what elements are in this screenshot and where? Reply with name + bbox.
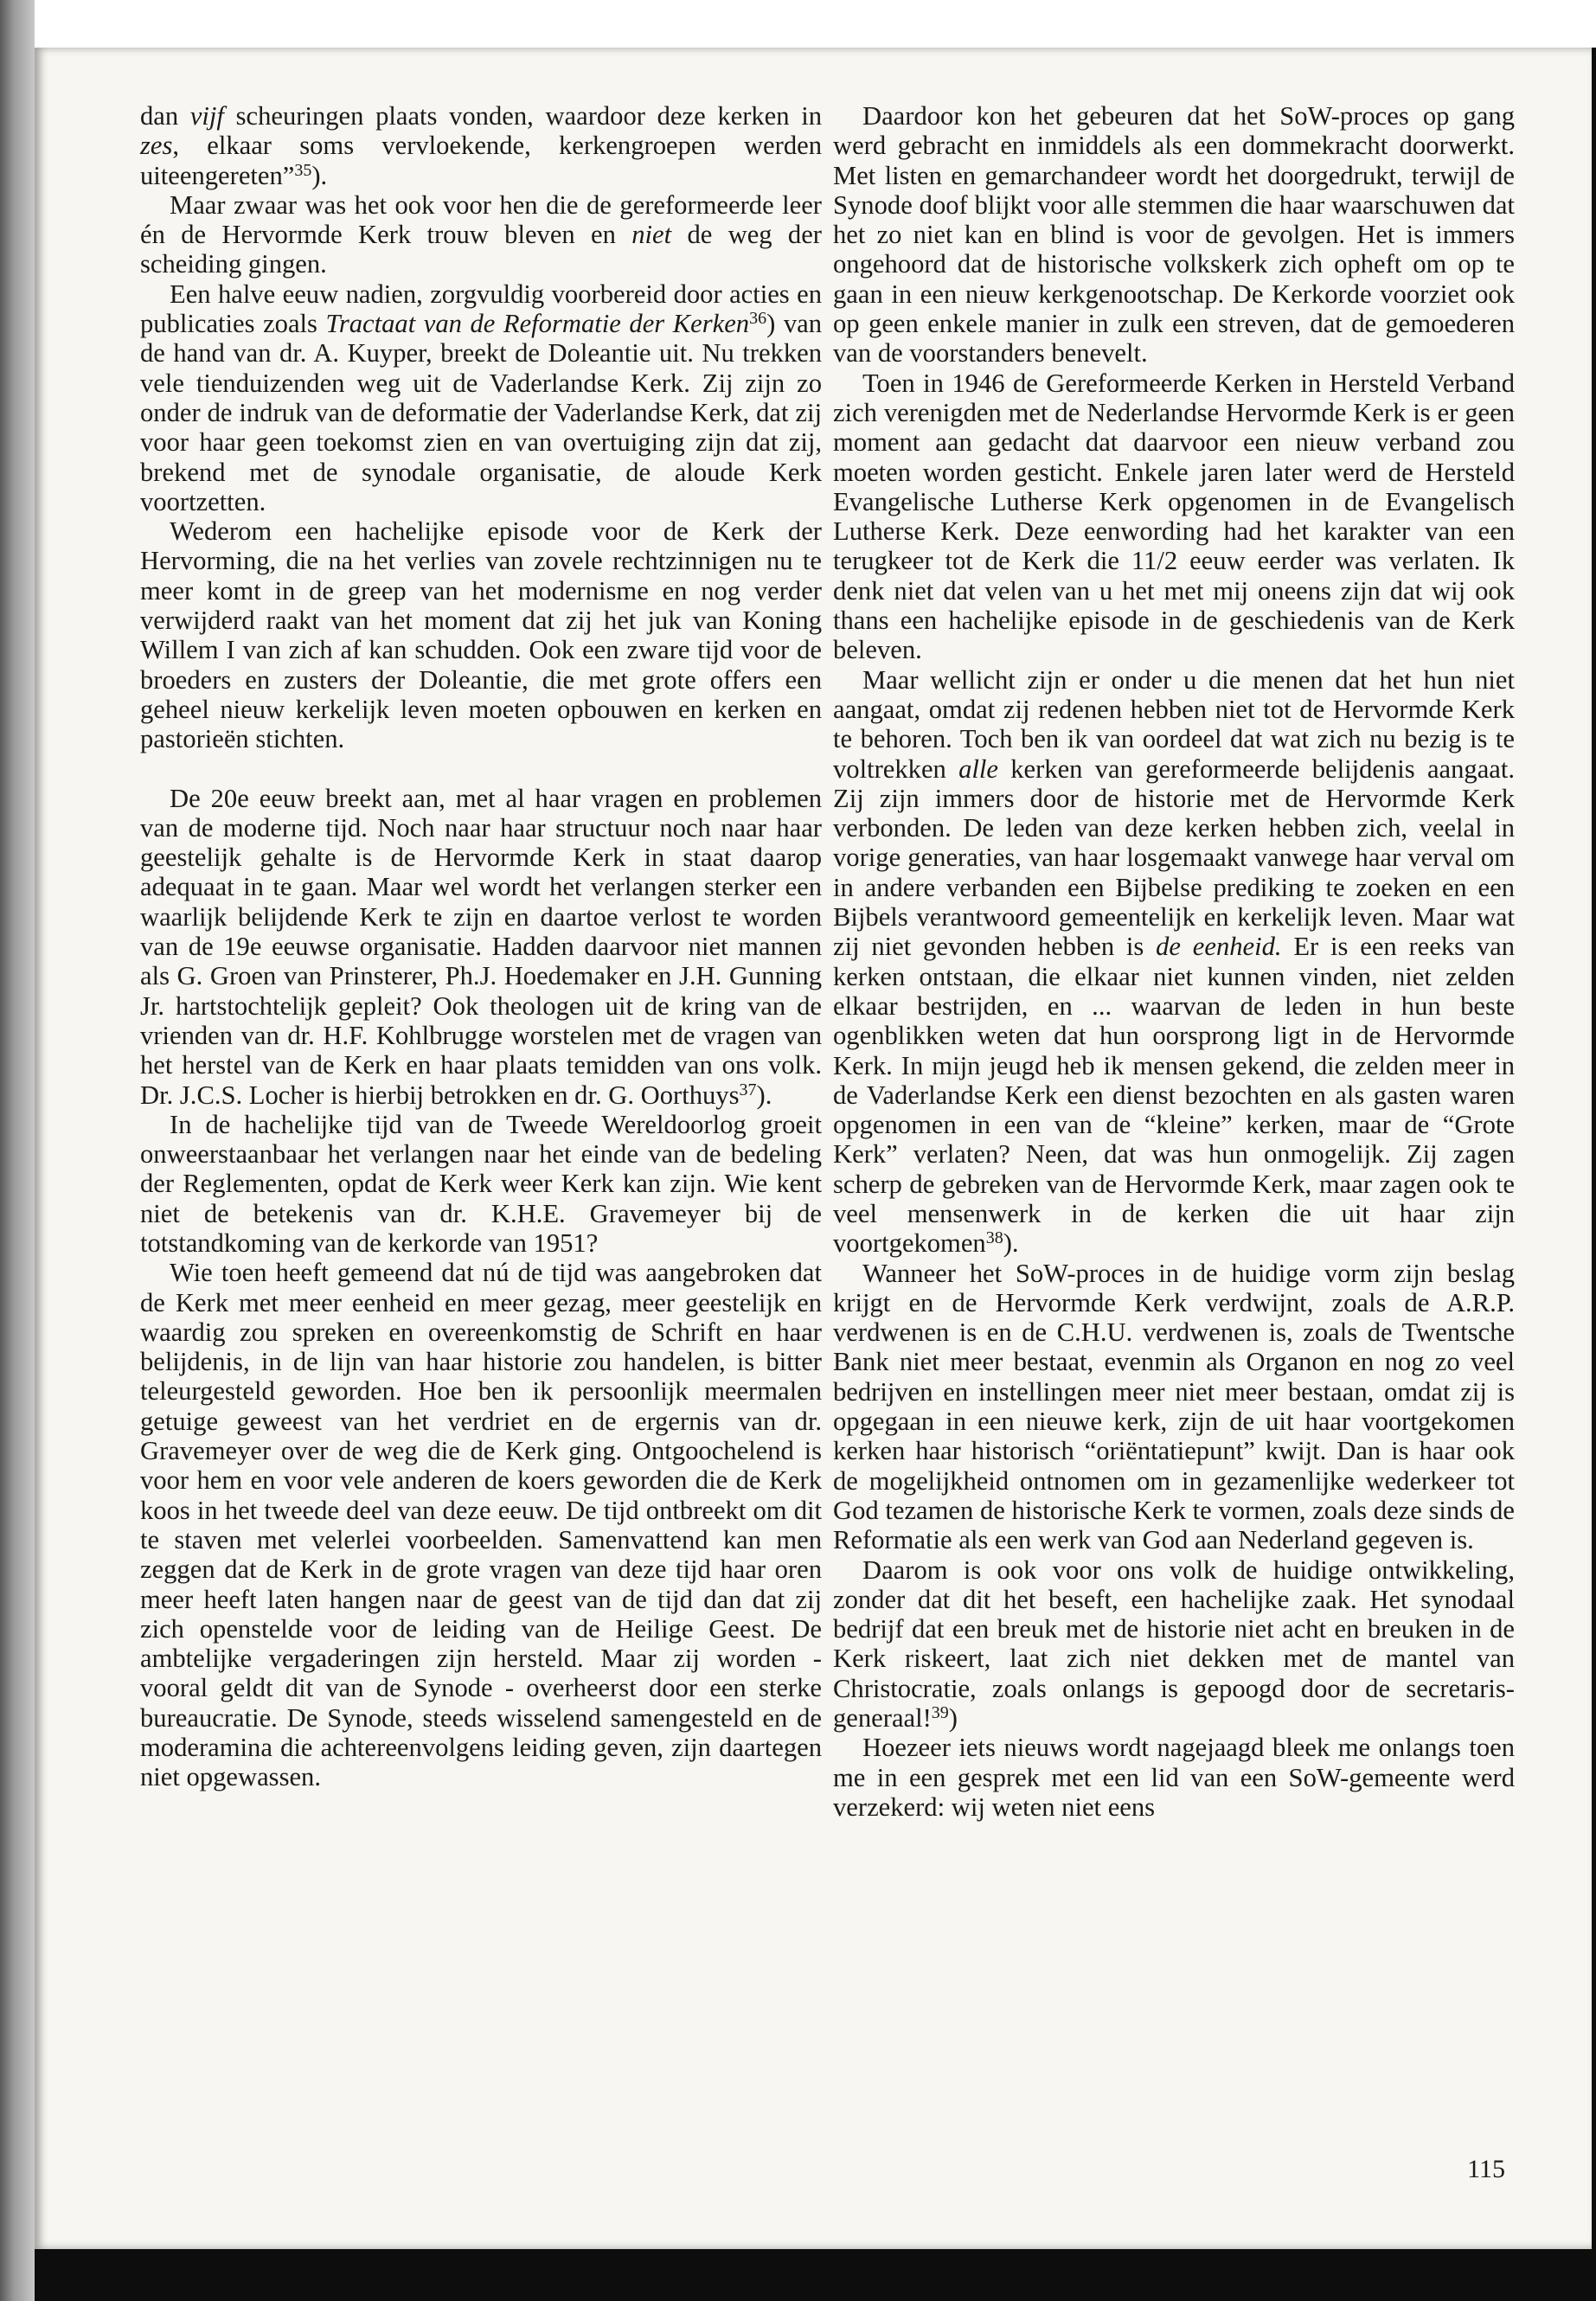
paragraph-left-1: dan vijf scheuringen plaats vonden, waardoor deze kerken in zes, elkaar soms vervloekende, kerkengroepen werden uiteengereten”$^{35}$). bbox=[140, 101, 823, 190]
paragraph-right-5: Daarom is ook voor ons volk de huidige ontwikkeling, zonder dat dit het beseft, een hachelijke zaak. Het synodaal bedrijf dat een breuk met de historie niet acht en breuken in de Kerk riskeert, laat zich niet dekken met de mantel van Christocratie, zoals onlangs is gepoogd door de secretaris-generaal!$^{39}$) bbox=[833, 1554, 1515, 1734]
book-page bbox=[35, 48, 1592, 2249]
footnote-ref-39: 39 bbox=[931, 1703, 949, 1723]
footnote-ref-35: 35 bbox=[294, 160, 312, 180]
footnote-ref-36: 36 bbox=[749, 309, 767, 329]
paragraph-left-7: Wie toen heeft gemeend dat nú de tijd was aangebroken dat de Kerk met meer eenheid en meer gezag, meer geestelijk en waardig zou spreken en overeenkomstig de Schrift en haar belijdenis, in de lijn van haar historie zou handelen, is bitter teleurgesteld geworden. Hoe ben ik persoonlijk meermalen getuige geweest van het verdriet en de ergernis van dr. Gravemeyer over de weg die de Kerk ging. Ontgoochelend is voor hem en voor vele anderen de koers geworden die de Kerk koos in het tweede deel van deze eeuw. De tijd ontbreekt om dit te staven met velerlei voorbeelden. Samenvattend kan men zeggen dat de Kerk in de grote vragen van deze tijd haar oren meer heeft laten hangen naar de geest van de tijd dan dat zij zich openstelde voor de leiding van de Heilige Geest. De ambtelijke vergaderingen zijn hersteld. Maar zij worden - vooral geldt dit van de Synode - overheerst door een sterke bureaucratie. De Synode, steeds wisselend samengesteld en de moderamina die achtereenvolgens leiding geven, zijn daartegen niet opgewassen. bbox=[140, 1258, 822, 1792]
paragraph-right-3: Maar wellicht zijn er onder u die menen dat het hun niet aangaat, omdat zij redenen hebben niet tot de Hervormde Kerk te behoren. Toch ben ik van oordeel dat wat zich nu bezig is te voltrekken alle kerken van gereformeerde belijdenis aangaat. Zij zijn immers door de historie met de Hervormde Kerk verbonden. De leden van deze kerken hebben zich, veelal in vorige generaties, van haar losgemaakt vanwege haar verval om in andere verbanden een Bijbelse prediking te zoeken en een Bijbels verantwoord gemeentelijk en kerkelijk leven. Maar wat zij niet gevonden hebben is de eenheid. Er is een reeks van kerken ontstaan, die elkaar niet kunnen vinden, niet zelden elkaar bestrijden, en ... waarvan de leden in hun beste ogenblikken weten dat hun oorsprong ligt in de Hervormde Kerk. In mijn jeugd heb ik mensen gekend, die zelden meer in de Vaderlandse Kerk een dienst bezochten en als gasten waren opgenomen in een van de “kleine” kerken, maar de “Grote Kerk” verlaten? Neen, dat was hun onmogelijk. Zij zagen scherp de gebreken van de Hervormde Kerk, maar zagen ook te veel mensenwerk in de kerken die uit haar zijn voortgekomen$^{38}$). bbox=[833, 664, 1516, 1259]
paragraph-right-6: Hoezeer iets nieuws wordt nagejaagd bleek me onlangs toen me in een gesprek met een lid van een SoW-gemeente werd verzekerd: wij weten niet eens bbox=[833, 1733, 1515, 1822]
book-spine-shadow bbox=[0, 0, 35, 2301]
paragraph-right-2: Toen in 1946 de Gereformeerde Kerken in Hersteld Verband zich verenigden met de Nederlandse Hervormde Kerk is er geen moment aan gedacht dat daarvoor een nieuw verband zou moeten worden gesticht. Enkele jaren later werd de Hersteld Evangelische Lutherse Kerk opgenomen in de Evangelisch Lutherse Kerk. Deze eenwording had het karakter van een terugkeer tot de Kerk die 11/2 eeuw eerder was verlaten. Ik denk niet dat velen van u het met mij oneens zijn dat wij ook thans een hachelijke episode in de geschiedenis van de Kerk beleven. bbox=[833, 368, 1515, 665]
footnote-ref-37: 37 bbox=[739, 1080, 757, 1099]
right-column bbox=[833, 101, 1515, 1822]
paragraph-left-3: Een halve eeuw nadien, zorgvuldig voorbereid door acties en publicaties zoals Tractaat van de Reformatie der Kerken$^{36}$) van de hand van dr. A. Kuyper, breekt de Doleantie uit. Nu trekken vele tienduizenden weg uit de Vaderlandse Kerk. Zij zijn zo onder de indruk van de deformatie der Vaderlandse Kerk, dat zij voor haar geen toekomst zien en van overtuiging zijn dat zij, brekend met de synodale organisatie, de aloude Kerk voortzetten. bbox=[140, 279, 822, 516]
footnote-ref-38: 38 bbox=[985, 1228, 1003, 1248]
paragraph-left-2: Maar zwaar was het ook voor hen die de gereformeerde leer én de Hervormde Kerk trouw bleven en niet de weg der scheiding gingen. bbox=[140, 189, 822, 279]
page-number: 115 bbox=[1467, 2155, 1505, 2183]
paragraph-left-5: De 20e eeuw breekt aan, met al haar vragen en problemen van de moderne tijd. Noch naar haar structuur noch naar haar geestelijk gehalte is de Hervormde Kerk in staat daarop adequaat in te gaan. Maar wel wordt het verlangen sterker een waarlijk belijdende Kerk te zijn en daartoe verlost te worden van de 19e eeuwse organisatie. Hadden daarvoor niet mannen als G. Groen van Prinsterer, Ph.J. Hoedemaker en J.H. Gunning Jr. hartstochtelijk gepleit? Ook theologen uit de kring van de vrienden van dr. H.F. Kohlbrugge worstelen met de vragen van het herstel van de Kerk en haar plaats temidden van ons volk. Dr. J.C.S. Locher is hierbij betrokken en dr. G. Oorthuys$^{37}$). bbox=[140, 783, 822, 1110]
left-column bbox=[140, 101, 822, 1792]
scan-background bbox=[0, 0, 1596, 48]
paragraph-right-1: Daardoor kon het gebeuren dat het SoW-proces op gang werd gebracht en inmiddels als een dommekracht doorwerkt. Met listen en gemarchandeer wordt het doorgedrukt, terwijl de Synode doof blijkt voor alle stemmen die haar waarschuwen dat het zo niet kan en blind is voor de gevolgen. Het is immers ongehoord dat de historische volkskerk zich opheft om op te gaan in een nieuw kerkgenootschap. De Kerkorde voorziet ook op geen enkele manier in zulk een streven, dat de gemoederen van de voorstanders benevelt. bbox=[833, 101, 1515, 369]
paragraph-left-6: In de hachelijke tijd van de Tweede Wereldoorlog groeit onweerstaanbaar het verlangen naar het einde van de bedeling der Reglementen, opdat de Kerk weer Kerk kan zijn. Wie kent niet de betekenis van dr. K.H.E. Gravemeyer bij de totstandkoming van de kerkorde van 1951? bbox=[140, 1109, 822, 1258]
paragraph-left-4: Wederom een hachelijke episode voor de Kerk der Hervorming, die na het verlies van zovele rechtzinnigen nu te meer komt in de greep van het modernisme en nog verder verwijderd raakt van het moment dat zij het juk van Koning Willem I van zich af kan schudden. Ook een zware tijd voor de broeders en zusters der Doleantie, die met grote offers een geheel nieuw kerkelijk leven moeten opbouwen en kerken en pastorieën stichten. bbox=[140, 516, 822, 754]
paragraph-right-4: Wanneer het SoW-proces in de huidige vorm zijn beslag krijgt en de Hervormde Kerk verdwijnt, zoals de A.R.P. verdwenen is en de C.H.U. verdwenen is, zoals de Twentsche Bank niet meer bestaat, evenmin als Organon en nog zo veel bedrijven en instellingen meer niet meer bestaan, omdat zij is opgegaan in een nieuwe kerk, zijn de uit haar voortgekomen kerken haar historisch “oriëntatiepunt” kwijt. Dan is haar ook de mogelijkheid ontnomen om in gezamenlijke wederkeer tot God tezamen de historische Kerk te vormen, zoals deze sinds de Reformatie als een werk van God aan Nederland gegeven is. bbox=[833, 1258, 1515, 1555]
